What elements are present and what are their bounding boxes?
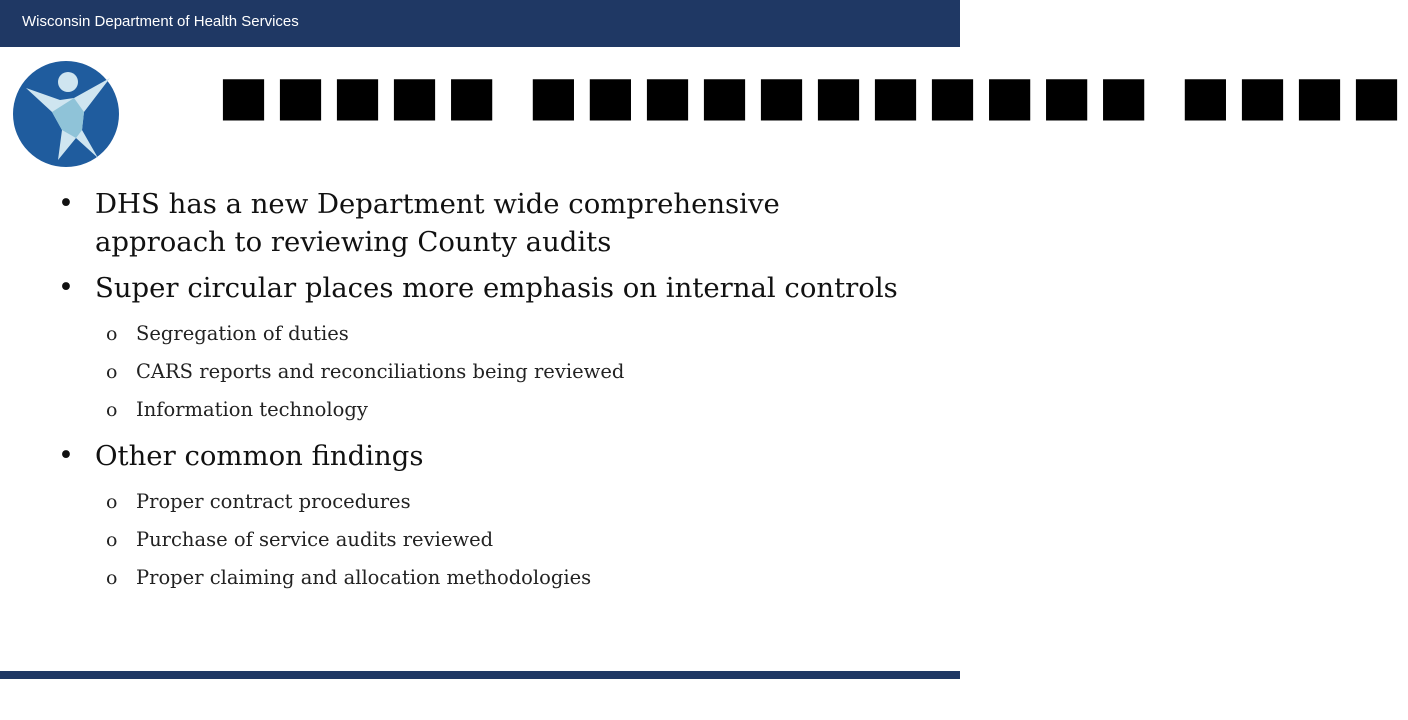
- sub-bullet-item: o Purchase of service audits reviewed: [58, 521, 918, 559]
- sub-bullet-item: o Proper claiming and allocation methodologies: [58, 559, 918, 597]
- slide-title: ■■■■■ ■■■■■■■■■■■ ■■■■: [218, 64, 1408, 127]
- sub-bullet-item: o Proper contract procedures: [58, 483, 918, 521]
- bullet-item: • DHS has a new Department wide comprehensive approach to reviewing County audits: [58, 185, 918, 261]
- sub-bullet-item: o Information technology: [58, 391, 918, 429]
- bullet-item: • Other common findings: [58, 437, 918, 475]
- organization-name: Wisconsin Department of Health Services: [22, 13, 299, 30]
- dhs-logo-icon: [12, 60, 120, 168]
- footer-bar: [0, 671, 960, 679]
- sub-bullet-item: o Segregation of duties: [58, 315, 918, 353]
- sub-bullet-item: o CARS reports and reconciliations being reviewed: [58, 353, 918, 391]
- bullet-item: • Super circular places more emphasis on internal controls: [58, 269, 918, 307]
- slide-content: [58, 185, 918, 597]
- header-bar: [0, 0, 960, 47]
